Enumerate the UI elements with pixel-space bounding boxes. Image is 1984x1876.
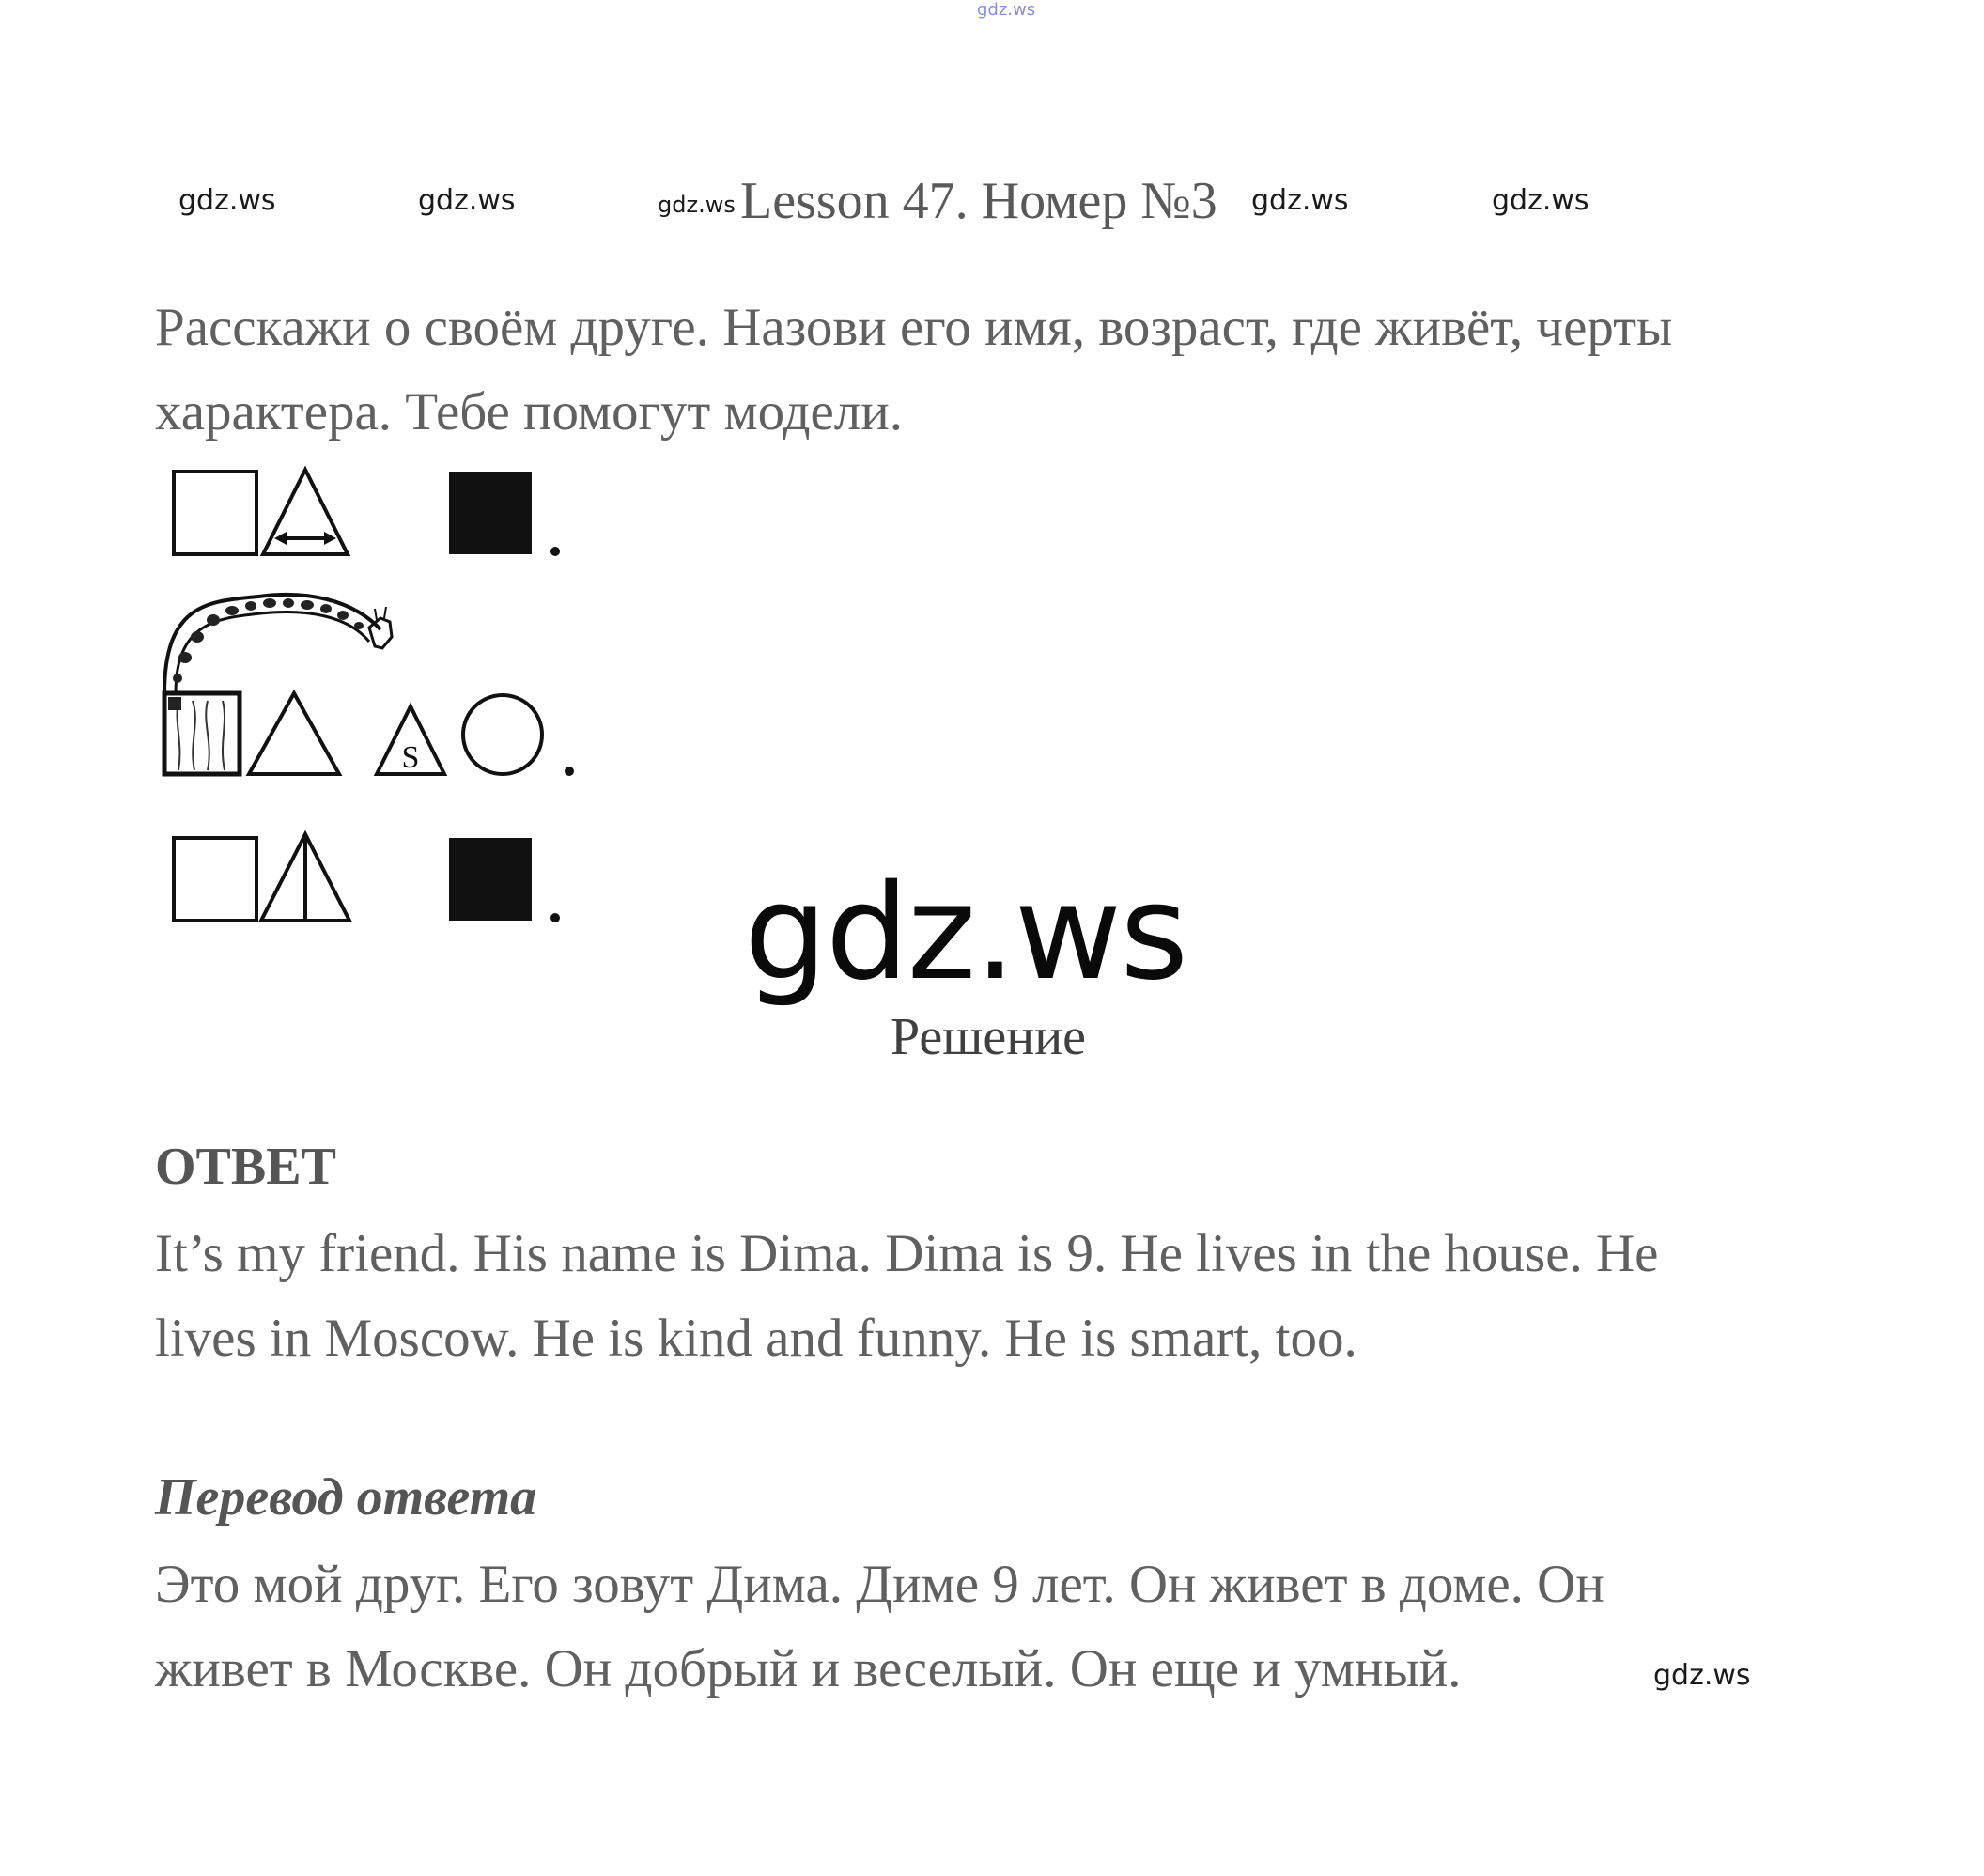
page-title: Lesson 47. Номер №3 xyxy=(740,172,1217,230)
solution-label: Решение xyxy=(891,1008,1087,1066)
period-dot xyxy=(550,913,560,922)
model-figures xyxy=(155,460,606,949)
answer-heading: ОТВЕТ xyxy=(155,1138,336,1196)
empty-square-icon xyxy=(174,472,256,554)
triangle-icon xyxy=(249,693,339,774)
period-dot xyxy=(550,547,560,556)
header-watermark: gdz.ws xyxy=(418,184,516,217)
answer-line-2: lives in Moscow. He is kind and funny. He is smart, too. xyxy=(155,1309,1357,1368)
task-line-2: характера. Тебе помогут модели. xyxy=(155,382,903,442)
header-watermark: gdz.ws xyxy=(1492,184,1589,217)
triangle-s-letter: S xyxy=(401,740,420,775)
filled-square-icon xyxy=(449,838,532,921)
top-watermark: gdz.ws xyxy=(977,0,1036,20)
task-line-1: Расскажи о своём друге. Назови его имя, возраст, где живёт, черты xyxy=(155,298,1673,357)
translation-line-2: живет в Москве. Он добрый и веселый. Он еще и умный. xyxy=(155,1639,1462,1698)
filled-square-icon xyxy=(449,472,532,554)
center-watermark: gdz.ws xyxy=(744,857,1187,1010)
header-watermark: gdz.ws xyxy=(1251,184,1349,217)
answer-line-1: It’s my friend. His name is Dima. Dima is 9. He lives in the house. He xyxy=(155,1224,1659,1283)
translation-text xyxy=(155,1543,1604,1712)
giraffe-icon xyxy=(164,595,392,693)
empty-square-icon xyxy=(174,838,256,921)
translation-line-1: Это мой друг. Его зовут Дима. Диме 9 лет. Он живет в доме. Он xyxy=(155,1555,1604,1614)
circle-icon xyxy=(463,695,542,774)
model-row-1 xyxy=(174,470,560,556)
bottom-watermark: gdz.ws xyxy=(1653,1659,1751,1692)
header-watermark: gdz.ws xyxy=(178,184,276,217)
answer-text xyxy=(155,1212,1658,1381)
period-dot xyxy=(565,767,574,776)
task-text xyxy=(155,286,1672,455)
model-row-2 xyxy=(164,595,574,776)
header-watermark: gdz.ws xyxy=(658,192,736,218)
triangle-arrow-icon xyxy=(263,470,348,554)
translation-heading: Перевод ответа xyxy=(155,1468,537,1527)
model-row-3 xyxy=(174,834,560,922)
